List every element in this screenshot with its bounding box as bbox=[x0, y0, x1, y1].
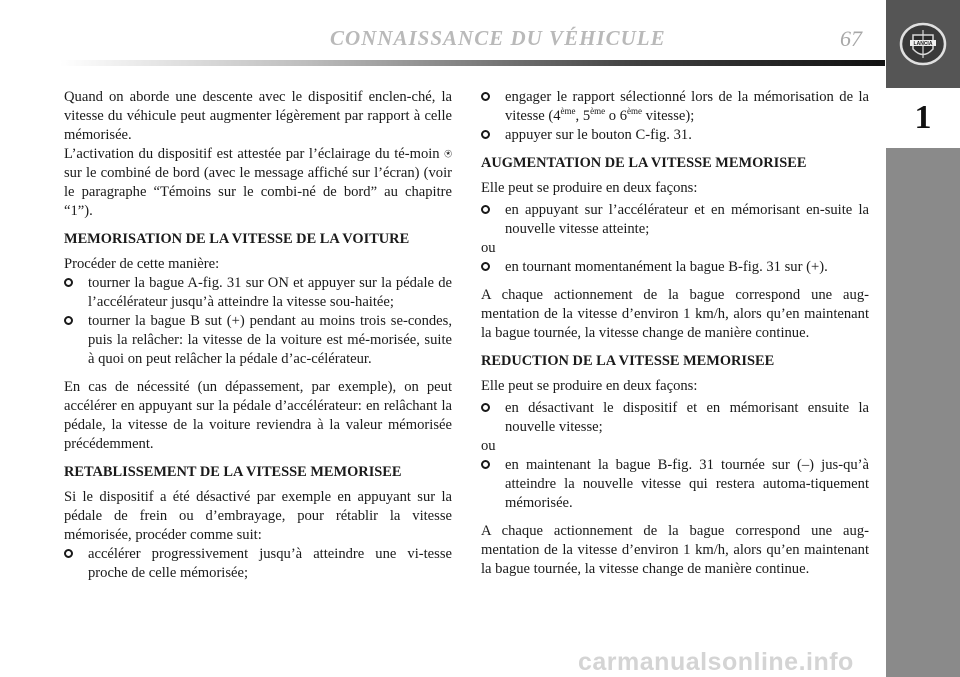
bullet-icon bbox=[481, 92, 490, 101]
list-item-text: appuyer sur le bouton C-fig. 31. bbox=[505, 127, 692, 143]
sidebar-logo-area bbox=[886, 0, 960, 88]
paragraph: Si le dispositif a été désactivé par exemple en appuyant sur la pédale de frein ou d’embrayage, pour rétablir la vitesse mémorisée, procéder comme suit: bbox=[64, 489, 452, 543]
bullet-icon bbox=[64, 549, 73, 558]
list-item-text: engager le rapport sélectionné lors de la mémorisation de la vitesse (4 bbox=[505, 89, 869, 124]
header-divider bbox=[60, 60, 885, 66]
bullet-icon bbox=[481, 262, 490, 271]
section-heading: AUGMENTATION DE LA VITESSE MEMORISEE bbox=[481, 155, 807, 171]
paragraph bbox=[64, 145, 452, 221]
section-heading: RETABLISSEMENT DE LA VITESSE MEMORISEE bbox=[64, 464, 402, 480]
paragraph: Elle peut se produire en deux façons: bbox=[481, 378, 698, 394]
list-item-text: accélérer progressivement jusqu’à atteindre une vi-tesse proche de celle mémorisée; bbox=[88, 546, 452, 581]
paragraph: Elle peut se produire en deux façons: bbox=[481, 180, 698, 196]
list-item bbox=[64, 545, 452, 583]
chapter-tab[interactable]: 1 bbox=[886, 88, 960, 148]
list-item-text: tourner la bague B sut (+) pendant au moins trois se-condes, puis la relâcher: la vitesse de la voiture est mé-morisée, suite à quoi on peut relâcher la pédale d’ac-célérateur. bbox=[88, 313, 452, 367]
chapter-sidebar bbox=[886, 0, 960, 677]
logo-text: LANCIA bbox=[913, 41, 933, 47]
paragraph-text: L’activation du dispositif est attestée par l’éclairage du té-moin bbox=[64, 146, 440, 162]
paragraph: Quand on aborde une descente avec le dispositif enclen-ché, la vitesse du véhicule peut augmenter légèrement par rapport à celle mémorisée. bbox=[64, 89, 452, 143]
page-header-title: CONNAISSANCE DU VÉHICULE bbox=[330, 26, 666, 50]
list-item-text: en appuyant sur l’accélérateur et en mémorisant en-suite la nouvelle vitesse atteinte; bbox=[505, 202, 869, 237]
superscript: ème bbox=[590, 106, 606, 117]
superscript: ème bbox=[560, 106, 576, 117]
cruise-control-icon: ⍟ bbox=[444, 147, 452, 162]
page-number: 67 bbox=[840, 26, 862, 51]
bullet-icon bbox=[481, 460, 490, 469]
list-item bbox=[64, 312, 452, 369]
list-item-text: , 5 bbox=[575, 108, 591, 124]
list-item bbox=[481, 456, 869, 513]
watermark-text: carmanualsonline.info bbox=[578, 648, 854, 676]
bullet-icon bbox=[64, 316, 73, 325]
list-item-text: tourner la bague A-fig. 31 sur ON et appuyer sur la pédale de l’accélérateur jusqu’à atteindre la vitesse sou-haitée; bbox=[88, 275, 452, 310]
list-item bbox=[481, 201, 869, 239]
list-item bbox=[64, 274, 452, 312]
superscript: ème bbox=[627, 106, 643, 117]
lancia-shield-icon bbox=[899, 22, 947, 66]
list-item bbox=[481, 126, 869, 145]
section-heading: MEMORISATION DE LA VITESSE DE LA VOITURE bbox=[64, 231, 410, 247]
or-separator: ou bbox=[481, 240, 496, 256]
section-heading: REDUCTION DE LA VITESSE MEMORISEE bbox=[481, 353, 775, 369]
bullet-icon bbox=[481, 403, 490, 412]
paragraph: A chaque actionnement de la bague correspond une aug-mentation de la vitesse d’environ 1 km/h, alors qu’en maintenant la bague tournée, la vitesse change de manière continue. bbox=[481, 287, 869, 341]
or-separator: ou bbox=[481, 438, 496, 454]
paragraph-text: sur le combiné de bord (avec le message affiché sur l’écran) (voir le paragraphe “Témoins sur le combi-né de bord” au chapitre “1”). bbox=[64, 165, 452, 219]
bullet-icon bbox=[481, 130, 490, 139]
list-item-text: o 6 bbox=[605, 108, 628, 124]
paragraph: Procéder de cette manière: bbox=[64, 256, 220, 272]
list-item bbox=[481, 258, 869, 277]
list-item bbox=[481, 399, 869, 437]
right-column bbox=[481, 88, 869, 579]
paragraph: A chaque actionnement de la bague correspond une aug-mentation de la vitesse d’environ 1 km/h, alors qu’en maintenant la bague tournée, la vitesse change de manière continue. bbox=[481, 523, 869, 577]
list-item-text: en tournant momentanément la bague B-fig. 31 sur (+). bbox=[505, 259, 828, 275]
list-item-text: en maintenant la bague B-fig. 31 tournée sur (–) jus-qu’à atteindre la nouvelle vitesse qui restera automa-tiquement mémorisée. bbox=[505, 457, 869, 511]
bullet-icon bbox=[64, 278, 73, 287]
bullet-icon bbox=[481, 205, 490, 214]
paragraph: En cas de nécessité (un dépassement, par exemple), on peut accélérer en appuyant sur la pédale d’accélérateur: en relâchant la pédale, la vitesse de la voiture reviendra à la valeur mémorisée précédemment. bbox=[64, 379, 452, 452]
left-column bbox=[64, 88, 452, 583]
list-item-text: vitesse); bbox=[642, 108, 695, 124]
list-item bbox=[481, 88, 869, 126]
list-item-text: en désactivant le dispositif et en mémorisant ensuite la nouvelle vitesse; bbox=[505, 400, 869, 435]
